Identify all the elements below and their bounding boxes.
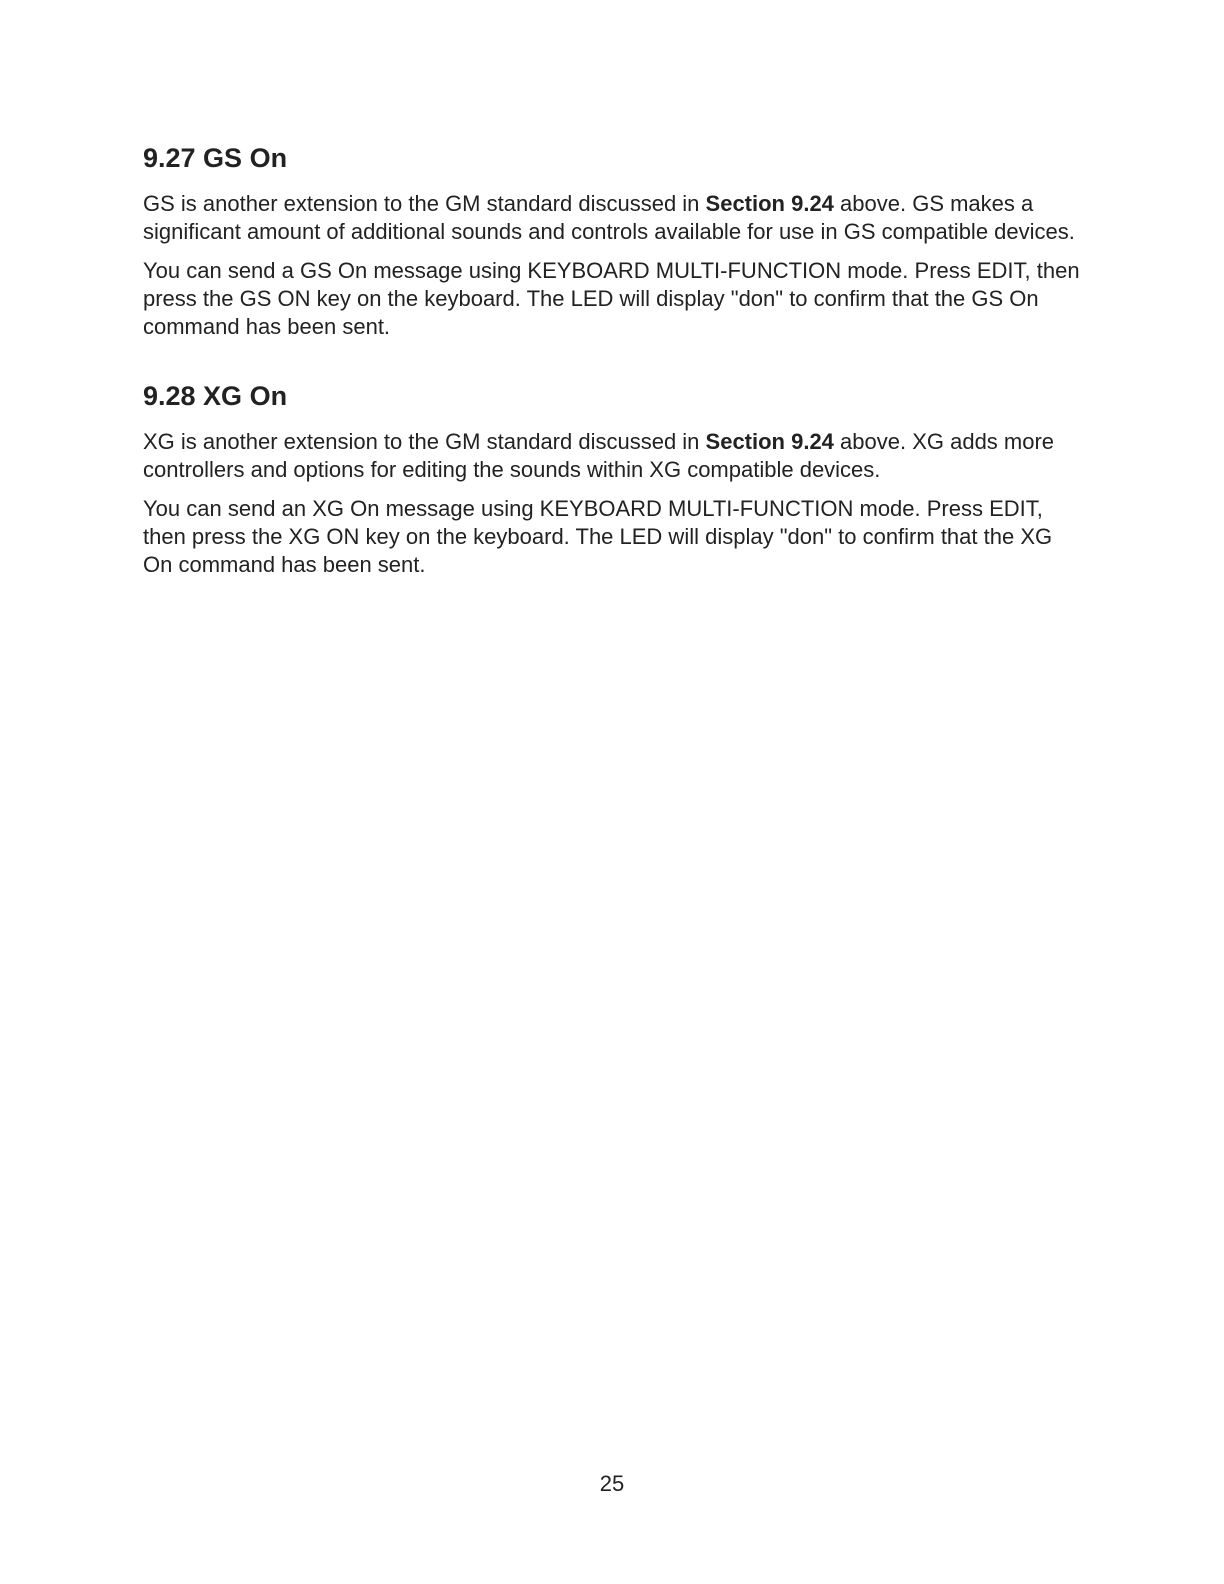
page-number: 25 [599,1471,625,1496]
section-heading: 9.28 XG On [143,381,288,411]
section-paragraph [143,190,1083,246]
section-gs-on [143,140,1083,341]
section-reference: Section 9.24 [705,191,834,216]
section-xg-on [143,378,1083,579]
paragraph-text: above. GS makes a significant amount of additional sounds and controls available for use in GS compatible devices. [143,191,1075,244]
section-heading: 9.27 GS On [143,143,288,173]
section-reference: Section 9.24 [705,429,834,454]
paragraph-text: GS is another extension to the GM standard discussed in [143,191,706,216]
section-paragraph: You can send an XG On message using KEYBOARD MULTI-FUNCTION mode. Press EDIT, then press the XG ON key on the keyboard. The LED will display "don" to confirm that the XG On command has been sent. [143,496,1053,577]
section-paragraph: You can send a GS On message using KEYBOARD MULTI-FUNCTION mode. Press EDIT, then press the GS ON key on the keyboard. The LED will display "don" to confirm that the GS On command has been sent. [143,258,1080,339]
document-page [143,140,1083,590]
paragraph-text: above. XG adds more controllers and options for editing the sounds within XG compatible devices. [143,429,1055,482]
section-paragraph [143,428,1083,484]
paragraph-text: XG is another extension to the GM standard discussed in [143,429,706,454]
